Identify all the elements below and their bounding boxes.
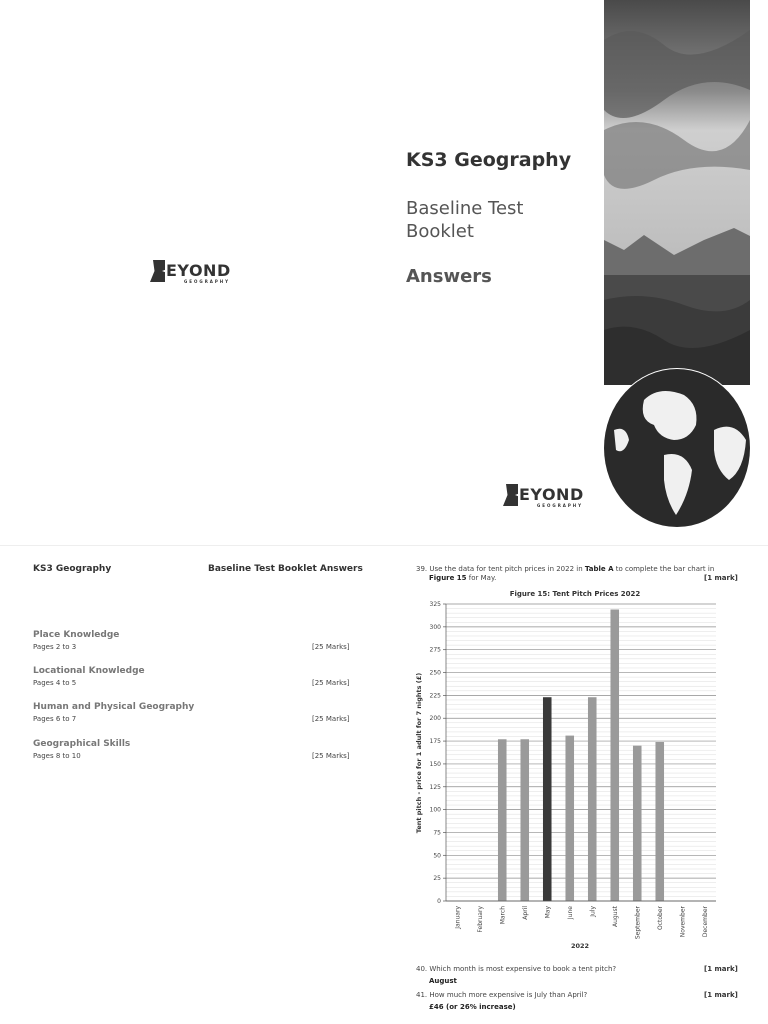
question-39 bbox=[416, 565, 736, 574]
chart-bars bbox=[498, 609, 664, 901]
logo-tagline: GEOGRAPHY bbox=[184, 279, 231, 284]
question-41 bbox=[416, 991, 587, 1000]
chart-gridlines bbox=[446, 604, 716, 901]
y-tick-label: 275 bbox=[429, 646, 441, 654]
bar-october bbox=[655, 742, 664, 901]
question-39-text-c: for May. bbox=[466, 574, 497, 582]
y-tick-label: 0 bbox=[437, 898, 441, 905]
x-tick-label: July bbox=[589, 906, 597, 917]
question-41-text: How much more expensive is July than April? bbox=[429, 991, 588, 999]
cover-subtitle-line1: Baseline Test bbox=[406, 198, 524, 219]
bar-march bbox=[498, 739, 507, 901]
x-tick-label: March bbox=[499, 906, 507, 925]
x-tick-label: November bbox=[679, 906, 687, 938]
question-40-answer: August bbox=[429, 977, 457, 985]
question-40 bbox=[416, 965, 616, 974]
beyond-logo-bottom bbox=[503, 484, 584, 506]
section-title-human-physical: Human and Physical Geography bbox=[33, 702, 195, 712]
x-tick-label: October bbox=[656, 906, 664, 931]
logo-wordmark: EYOND bbox=[166, 261, 231, 280]
section-pages-skills: Pages 8 to 10 bbox=[33, 752, 81, 760]
bar-june bbox=[565, 736, 574, 901]
y-tick-label: 100 bbox=[429, 806, 441, 814]
y-tick-label: 200 bbox=[429, 715, 441, 723]
question-39-number: 39. bbox=[416, 565, 428, 573]
y-tick-label: 225 bbox=[429, 692, 441, 700]
question-41-mark: [1 mark] bbox=[704, 991, 738, 999]
section-pages-human-physical: Pages 6 to 7 bbox=[33, 715, 77, 723]
logo-wordmark: EYOND bbox=[519, 485, 584, 504]
x-tick-label: April bbox=[521, 906, 529, 920]
y-tick-label: 175 bbox=[429, 738, 441, 746]
x-tick-label: February bbox=[476, 906, 484, 933]
landscape-globe-image bbox=[604, 0, 750, 530]
question-39-mark: [1 mark] bbox=[704, 574, 738, 582]
question-40-text: Which month is most expensive to book a tent pitch? bbox=[429, 965, 617, 973]
y-tick-label: 75 bbox=[433, 829, 441, 837]
y-tick-label: 250 bbox=[429, 669, 441, 677]
logo-tagline: GEOGRAPHY bbox=[537, 503, 584, 508]
cover-title: KS3 Geography bbox=[406, 149, 572, 171]
question-39-figure-ref: Figure 15 bbox=[429, 574, 467, 582]
chart-x-axis bbox=[446, 901, 716, 939]
logo-b-mark bbox=[503, 484, 518, 506]
cover-subtitle-line2: Booklet bbox=[406, 221, 474, 242]
bar-april bbox=[520, 739, 529, 901]
question-41-number: 41. bbox=[416, 991, 428, 999]
cover-subtitle bbox=[406, 197, 586, 243]
x-tick-label: September bbox=[634, 906, 642, 940]
section-pages-place: Pages 2 to 3 bbox=[33, 643, 77, 651]
section-marks-place: [25 Marks] bbox=[312, 643, 350, 651]
bar-chart-figure-15 bbox=[410, 586, 740, 954]
x-tick-label: June bbox=[566, 906, 574, 920]
contents-header-right: Baseline Test Booklet Answers bbox=[208, 564, 363, 574]
x-tick-label: May bbox=[544, 906, 552, 919]
question-40-number: 40. bbox=[416, 965, 428, 973]
bar-may bbox=[543, 697, 552, 901]
x-tick-label: January bbox=[454, 906, 462, 929]
question-40-mark: [1 mark] bbox=[704, 965, 738, 973]
x-tick-label: August bbox=[611, 906, 619, 927]
beyond-logo bbox=[150, 260, 231, 282]
section-title-locational: Locational Knowledge bbox=[33, 666, 145, 676]
y-tick-label: 125 bbox=[429, 783, 441, 791]
y-tick-label: 150 bbox=[429, 760, 441, 768]
y-tick-label: 50 bbox=[433, 852, 441, 860]
bar-august bbox=[610, 609, 619, 901]
chart-y-axis-title: Tent pitch - price for 1 adult for 7 nights (£) bbox=[415, 672, 423, 834]
page-divider bbox=[0, 545, 768, 546]
x-tick-label: December bbox=[701, 906, 709, 938]
question-41-answer: £46 (or 26% increase) bbox=[429, 1003, 516, 1011]
cover-answers-label: Answers bbox=[406, 266, 492, 287]
contents-header-left: KS3 Geography bbox=[33, 564, 112, 574]
chart-title: Figure 15: Tent Pitch Prices 2022 bbox=[509, 590, 641, 598]
section-marks-skills: [25 Marks] bbox=[312, 752, 350, 760]
question-39-line2 bbox=[429, 574, 496, 583]
section-marks-locational: [25 Marks] bbox=[312, 679, 350, 687]
chart-y-axis bbox=[430, 601, 446, 905]
question-39-table-ref: Table A bbox=[584, 565, 614, 573]
y-tick-label: 325 bbox=[429, 601, 441, 608]
logo-b-mark bbox=[150, 260, 165, 282]
chart-x-axis-title: 2022 bbox=[570, 942, 590, 950]
section-title-skills: Geographical Skills bbox=[33, 739, 131, 749]
bar-september bbox=[633, 746, 642, 901]
y-tick-label: 300 bbox=[429, 623, 441, 631]
y-tick-label: 25 bbox=[433, 875, 441, 883]
question-39-text-b: to complete the bar chart in bbox=[613, 565, 715, 573]
section-marks-human-physical: [25 Marks] bbox=[312, 715, 350, 723]
section-title-place: Place Knowledge bbox=[33, 630, 120, 640]
question-39-text-a: Use the data for tent pitch prices in 2022 in bbox=[429, 565, 585, 573]
bar-july bbox=[588, 697, 597, 901]
section-pages-locational: Pages 4 to 5 bbox=[33, 679, 77, 687]
